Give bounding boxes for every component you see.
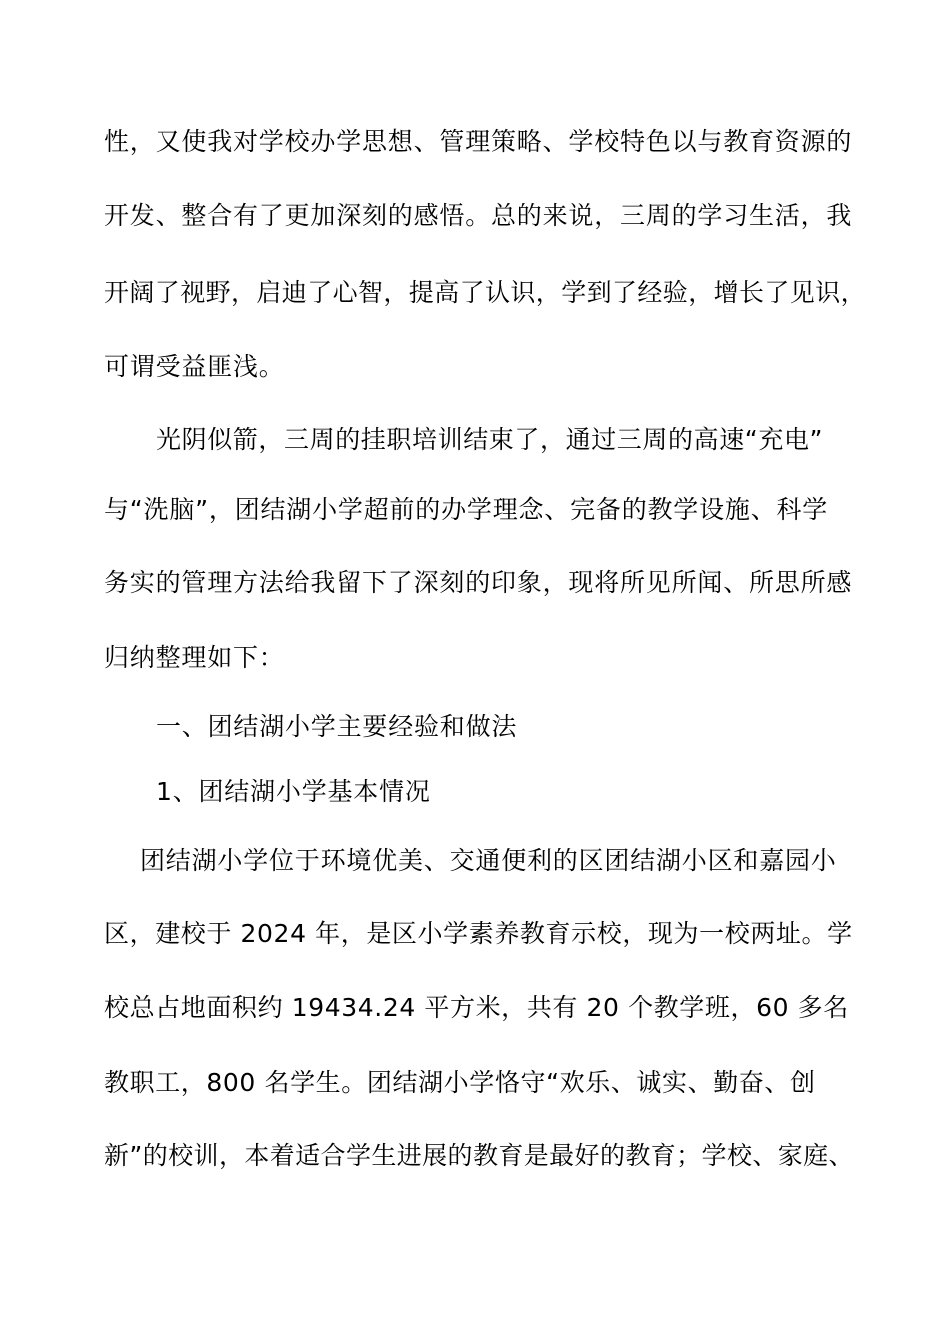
text-line: 光阴似箭，三周的挂职培训结束了，通过三周的高速“充电”: [156, 425, 824, 454]
text-line: 新”的校训，本着适合学生进展的教育是最好的教育；学校、家庭、: [104, 1141, 854, 1170]
text-line: 开发、整合有了更加深刻的感悟。总的来说，三周的学习生活，我: [104, 201, 853, 230]
text-line: 校总占地面积约 19434.24 平方米，共有 20 个教学班，60 多名: [104, 993, 849, 1022]
subsection-heading: 1、团结湖小学基本情况: [156, 777, 431, 806]
text-line: 归纳整理如下：: [104, 643, 285, 672]
text-line: 团结湖小学位于环境优美、交通便利的区团结湖小区和嘉园小: [140, 846, 837, 875]
text-line: 教职工，800 名学生。团结湖小学恪守“欢乐、诚实、勤奋、创: [104, 1068, 816, 1097]
text-line: 性，又使我对学校办学思想、管理策略、学校特色以与教育资源的: [104, 127, 853, 156]
text-line: 务实的管理方法给我留下了深刻的印象，现将所见所闻、所思所感: [104, 568, 853, 597]
section-heading: 一、团结湖小学主要经验和做法: [156, 712, 518, 741]
text-line: 区，建校于 2024 年，是区小学素养教育示校，现为一校两址。学: [104, 919, 853, 948]
text-line: 与“洗脑”，团结湖小学超前的办学理念、完备的教学设施、科学: [104, 495, 829, 524]
text-line: 开阔了视野，启迪了心智，提高了认识，学到了经验，增长了见识，: [104, 278, 867, 307]
text-line: 可谓受益匪浅。: [104, 352, 285, 381]
